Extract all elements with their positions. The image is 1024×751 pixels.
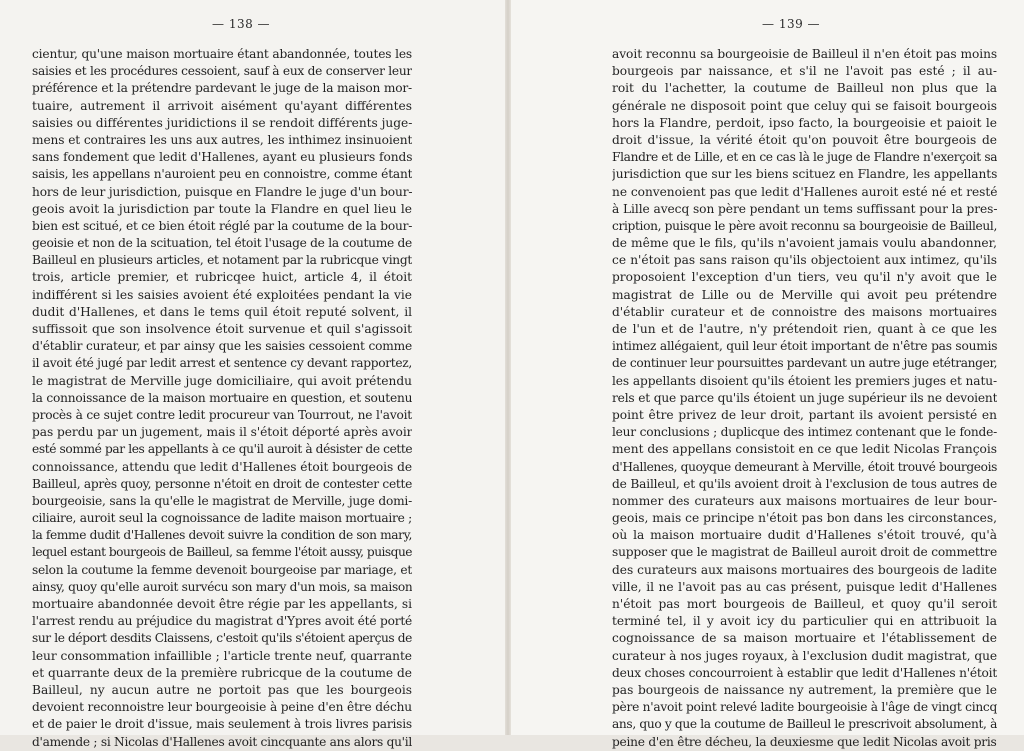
- text-line: Flandre et de Lille, et en ce cas là le juge de Flandre n'exerçoit sa: [612, 150, 997, 165]
- text-line: d'Hallenes, quoyque demeurant à Merville, étoit trouvé bourgeois: [612, 459, 997, 474]
- right-page-text: [612, 46, 997, 751]
- text-line: supposer que le magistrat de Bailleul auroit droit de commettre: [612, 545, 997, 560]
- text-line: le magistrat de Merville juge domiciliaire, qui avoit prétendu: [32, 373, 412, 388]
- text-line: geois, mais ce principe n'étoit pas bon dans les circonstances,: [612, 511, 997, 526]
- right-page-number: — 139 —: [762, 17, 821, 31]
- text-line: d'amende ; si Nicolas d'Hallenes avoit cincquante ans alors qu'il: [32, 734, 412, 749]
- text-line: mens et contraires les uns aux autres, les inthimez insinuoient: [32, 132, 412, 147]
- text-line: curateur à nos juges royaux, à l'exclusion dudit magistrat, que: [612, 648, 997, 663]
- text-line: n'étoit pas mort bourgeois de Bailleul, et quoy qu'il seroit: [612, 597, 997, 611]
- text-line: les appellants disoient qu'ils étoient les premiers juges et natu-: [612, 373, 997, 388]
- text-line: Bailleul, après quoy, personne n'étoit en droit de contester cette: [32, 476, 412, 491]
- text-line: d'établir curateur et de connoistre des maisons mortuaires: [612, 304, 997, 319]
- text-line: avoit reconnu sa bourgeoisie de Bailleul il n'en étoit pas moins: [612, 47, 997, 61]
- text-line: deux choses concourroient à establir que ledit d'Hallenes n'étoit: [612, 665, 997, 680]
- text-line: ville, il ne l'avoit pas au cas présent, puisque ledit d'Hallenes: [612, 579, 997, 594]
- text-line: geois avoit la jurisdiction par toute la Flandre en quel lieu le: [32, 201, 412, 216]
- text-line: hors de leur jurisdiction, puisque en Flandre le juge d'un bour-: [32, 184, 412, 199]
- left-page-text: [32, 46, 412, 751]
- text-line: ne convenoient pas que ledit d'Hallenes auroit esté né et resté: [612, 184, 997, 199]
- text-line: trois, article premier, et rubricqee huict, article 4, il étoit: [32, 270, 412, 285]
- text-line: selon la coutume la femme devenoit bourgeoise par mariage, et: [32, 562, 412, 577]
- text-line: connoissance, attendu que ledit d'Hallenes étoit bourgeois de: [32, 459, 412, 474]
- text-line: de Bailleul, et qu'ils avoient droit à l'exclusion de tous autres de: [612, 476, 997, 491]
- text-line: roit du l'achetter, la coutume de Bailleul non plus que la: [612, 81, 997, 96]
- text-line: la femme dudit d'Hallenes devoit suivre la condition de son mary,: [32, 528, 412, 543]
- text-line: ainsy, quoy qu'elle auroit survécu son mary d'un mois, sa maison: [32, 579, 412, 594]
- text-line: pas bourgeois de naissance ny autrement, la première que le: [612, 682, 997, 697]
- text-line: indifférent si les saisies avoient été exploitées pendant la vie: [32, 287, 412, 302]
- text-line: de même que le fils, qu'ils n'avoient jamais voulu abandonner,: [612, 236, 997, 251]
- text-line: sans fondement que ledit d'Hallenes, ayant eu plusieurs fonds: [32, 150, 412, 165]
- text-line: bourgeois par naissance, et s'il ne l'avoit pas esté ; il au-: [612, 64, 997, 79]
- text-line: ans, quo y que la coutume de Bailleul le prescrivoit absolument, à: [612, 717, 997, 732]
- text-line: bourgeoisie, sans la qu'elle le magistrat de Merville, juge domi-: [32, 493, 412, 508]
- text-line: saisis, les appellans n'auroient peu en connoistre, comme étant: [32, 167, 412, 182]
- text-line: intimez allégaient, quil leur étoit important de n'être pas soumis: [612, 339, 997, 354]
- text-line: point être privez de leur droit, partant ils avoient persisté en: [612, 407, 997, 422]
- text-line: de l'un et de l'autre, n'y prétendoit rien, quant à ce que les: [612, 322, 997, 336]
- text-line: saisies et les procédures cessoient, sauf à eux de conserver leur: [32, 64, 412, 79]
- text-line: ment des appellans consistoit en ce que ledit Nicolas François: [612, 442, 997, 457]
- text-line: mortuaire abandonnée devoit être régie par les appellants, si: [32, 597, 412, 611]
- text-line: Bailleul en plusieurs articles, et notament par la rubricque vingt: [32, 253, 412, 268]
- text-line: tuaire, autrement il arrivoit aisément qu'ayant différentes: [32, 98, 412, 113]
- text-line: saisies ou différentes juridictions il se rendoit différents juge-: [32, 115, 412, 130]
- text-line: ce n'étoit pas sans raison qu'ils objectoient aux intimez, qu'ils: [612, 253, 997, 268]
- text-line: préférence et la prétendre pardevant le juge de la maison mor-: [32, 81, 412, 96]
- text-line: ciliaire, auroit seul la cognoissance de ladite maison mortuaire ;: [32, 511, 412, 526]
- book-gutter: [505, 0, 511, 735]
- left-page: [0, 0, 507, 749]
- text-line: cientur, qu'une maison mortuaire étant abandonnée, toutes les: [32, 47, 412, 61]
- text-line: d'établir curateur, et par ainsy que les saisies cessoient comme: [32, 339, 412, 354]
- left-page-number: — 138 —: [212, 17, 271, 31]
- text-line: leur conclusions ; duplicque des intimez contenant que le fonde-: [612, 425, 997, 440]
- text-line: lequel estant bourgeois de Bailleul, sa femme l'étoit aussy, puisque: [32, 545, 412, 560]
- text-line: procès à ce sujet contre ledit procureur van Tourrout, ne l'avoit: [32, 407, 412, 422]
- text-line: esté sommé par les appellants à ce qu'il auroit à désister de cette: [32, 442, 412, 457]
- text-line: devoient reconnoistre leur bourgeoisie à peine d'en être déchu: [32, 700, 412, 715]
- text-line: rels et que parce qu'ils étoient un juge supérieur ils ne devoient: [612, 390, 997, 405]
- text-line: Bailleul, ny aucun autre ne portoit pas que les bourgeois: [32, 682, 412, 697]
- right-page: [507, 0, 1024, 749]
- text-line: père n'avoit point relevé ladite bourgeoisie à l'âge de vingt cincq: [612, 700, 997, 715]
- text-line: cognoissance de sa maison mortuaire et l'établissement de: [612, 631, 997, 646]
- text-line: magistrat de Lille ou de Merville qui avoit peu prétendre: [612, 287, 997, 302]
- text-line: cription, puisque le père avoit reconnu sa bourgeoisie de Bailleul,: [612, 218, 997, 233]
- text-line: il avoit été jugé par ledit arrest et sentence cy devant rapportez,: [32, 356, 412, 371]
- text-line: la connoissance de la maison mortuaire en question, et soutenu: [32, 390, 412, 405]
- text-line: terminé tel, il y avoit icy du particulier qui en attribuoit la: [612, 614, 997, 629]
- text-line: proposoient l'exception d'un tiers, veu qu'il n'y avoit que le: [612, 270, 997, 285]
- text-line: de continuer leur poursuittes pardevant un autre juge etétranger,: [612, 356, 997, 371]
- text-line: à Lille avecq son père pendant un tems suffissant pour la pres-: [612, 201, 997, 216]
- text-line: sur le déport desdits Claissens, c'estoit qu'ils s'étoient aperçus de: [32, 631, 412, 646]
- text-line: leur consommation infaillible ; l'article trente neuf, quarrante: [32, 648, 412, 663]
- text-line: et quarrante deux de la première rubricque de la coutume de: [32, 665, 412, 680]
- text-line: générale ne disposoit point que celuy qui se faisoit bourgeois: [612, 98, 997, 113]
- text-line: nommer des curateurs aux maisons mortuaires de leur bour-: [612, 493, 997, 508]
- text-line: geoisie et non de la scituation, tel étoit l'usage de la coutume de: [32, 236, 412, 251]
- text-line: suffissoit que son insolvence étoit survenue et quil s'agissoit: [32, 322, 412, 336]
- text-line: où la maison mortuaire dudit d'Hallenes s'étoit trouvé, qu'à: [612, 528, 997, 543]
- text-line: peine d'en être décheu, la deuxiesme que ledit Nicolas avoit pris: [612, 734, 997, 749]
- text-line: jurisdiction que sur les biens scituez en Flandre, les appellants: [612, 167, 997, 182]
- text-line: bien est scitué, et ce bien étoit réglé par la coutume de la bour-: [32, 218, 412, 233]
- text-line: des curateurs aux maisons mortuaires des bourgeois de ladite: [612, 562, 997, 577]
- text-line: et de paier le droit d'issue, mais seulement à trois livres parisis: [32, 717, 412, 732]
- text-line: pas perdu par un jugement, mais il s'étoit déporté après avoir: [32, 425, 412, 440]
- text-line: l'arrest rendu au préjudice du magistrat d'Ypres avoit été porté: [32, 614, 412, 629]
- text-line: hors la Flandre, perdoit, ipso facto, la bourgeoisie et paioit le: [612, 115, 997, 130]
- text-line: droit d'issue, la vérité étoit qu'on pouvoit être bourgeois de: [612, 132, 997, 147]
- text-line: dudit d'Hallenes, et dans le tems quil étoit reputé solvent, il: [32, 304, 412, 319]
